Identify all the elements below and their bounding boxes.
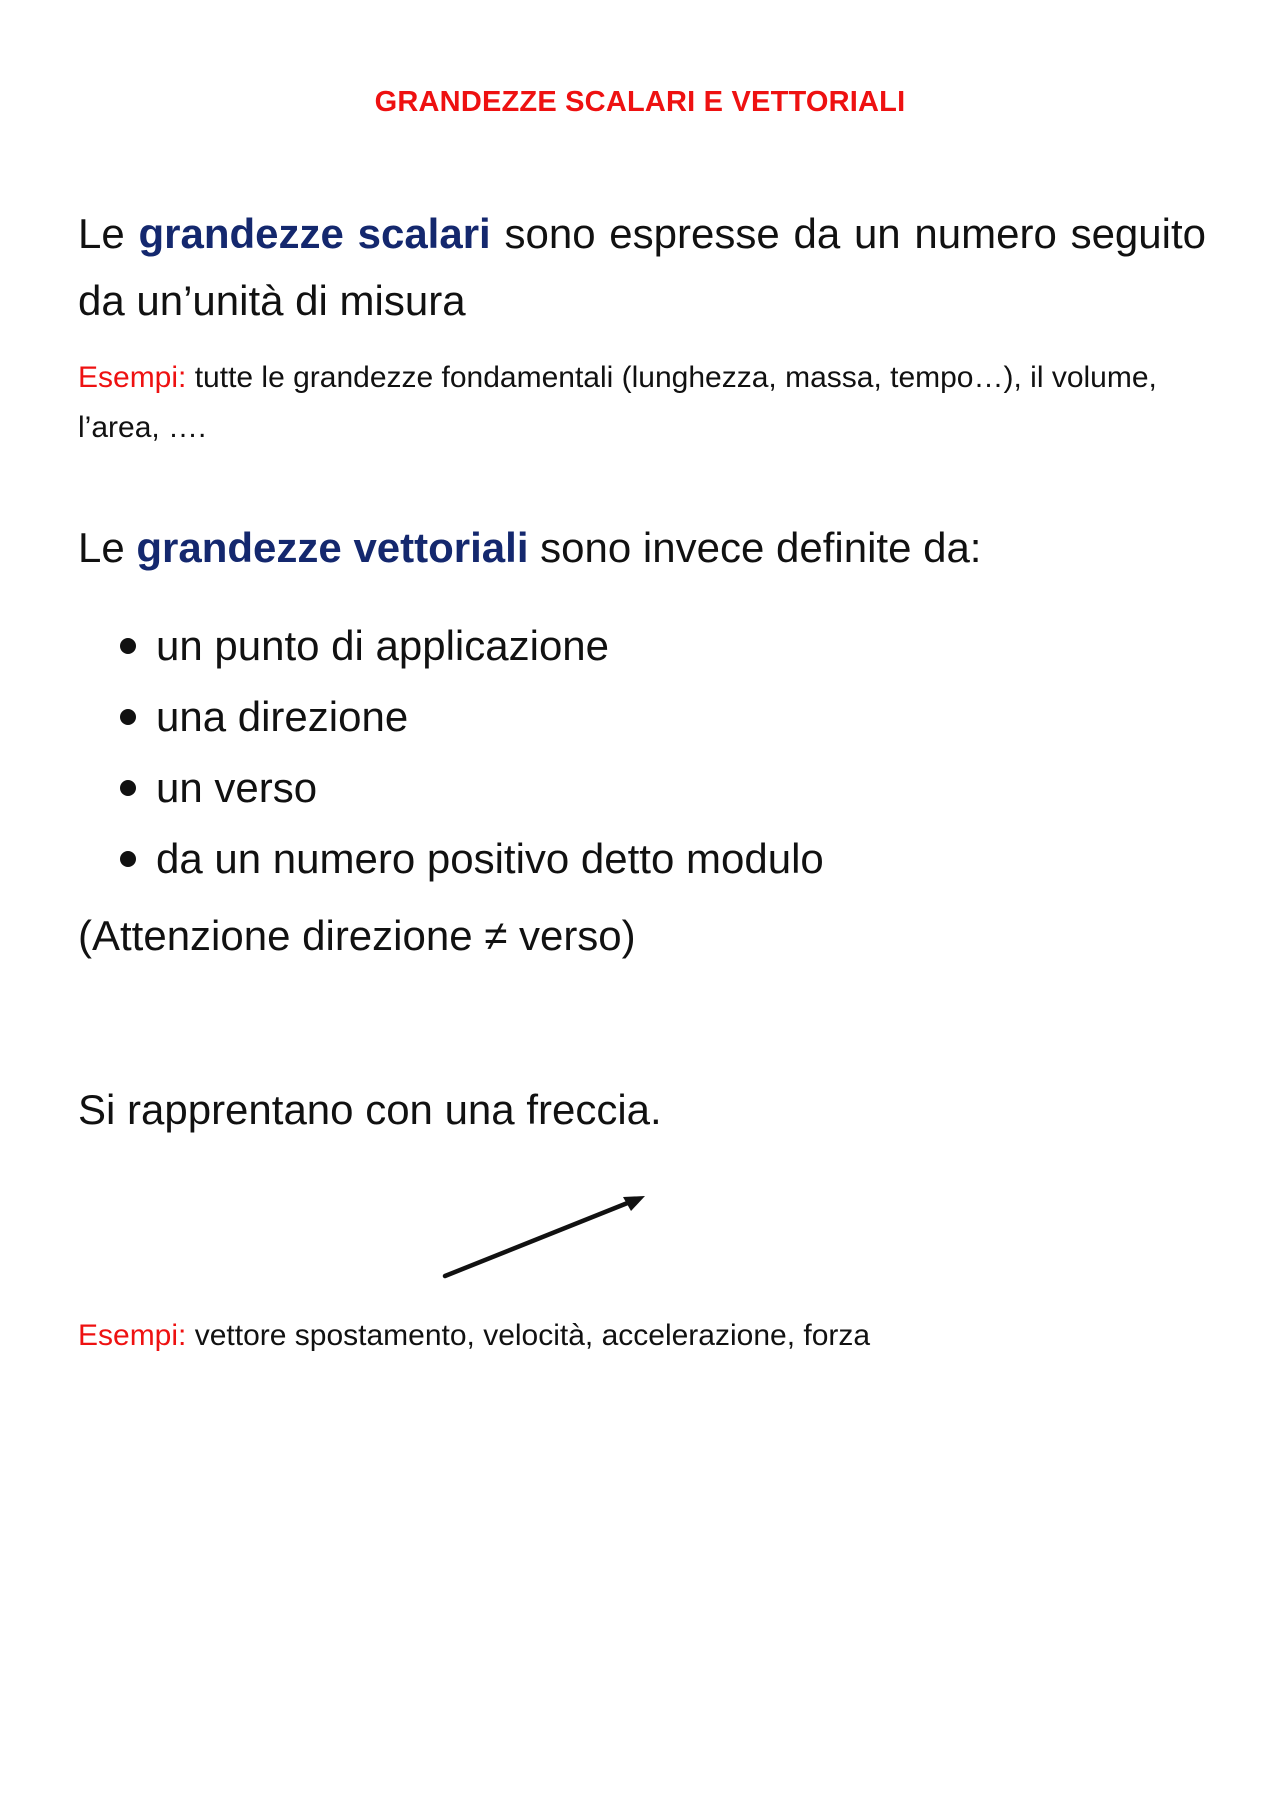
list-item xyxy=(110,823,824,894)
esempi-vettoriali xyxy=(78,1311,1208,1361)
vettoriali-properties-list xyxy=(110,610,824,894)
scalari-definition xyxy=(78,200,1206,334)
esempi-scalari-text: tutte le grandezze fondamentali (lunghezza, massa, tempo…), il volume, l’area, …. xyxy=(78,361,1157,444)
bullet-icon xyxy=(120,638,136,654)
scalari-suffix: sono espresse da un numero seguito da un’unità di misura xyxy=(78,210,1206,324)
rappresentazione-text: Si rapprentano con una freccia. xyxy=(78,1086,662,1133)
bullet-icon xyxy=(120,851,136,867)
list-item-text: da un numero positivo detto modulo xyxy=(156,835,824,882)
list-item xyxy=(110,610,824,681)
bullet-icon xyxy=(120,709,136,725)
list-item xyxy=(110,681,824,752)
vector-arrow-icon xyxy=(430,1180,660,1290)
bullet-icon xyxy=(120,780,136,796)
list-item-text: un verso xyxy=(156,764,318,811)
vettoriali-definition xyxy=(78,518,981,578)
scalari-prefix: Le xyxy=(78,210,139,257)
list-item xyxy=(110,752,824,823)
attenzione-note: (Attenzione direzione ≠ verso) xyxy=(78,912,636,959)
page-title: GRANDEZZE SCALARI E VETTORIALI xyxy=(374,86,906,118)
vettoriali-term: grandezze vettoriali xyxy=(136,524,529,571)
esempi-vettoriali-label: Esempi: xyxy=(78,1319,187,1352)
esempi-vettoriali-text: vettore spostamento, velocità, accelerazione, forza xyxy=(186,1319,871,1352)
vettoriali-suffix: sono invece definite da: xyxy=(528,524,982,571)
scalari-term: grandezze scalari xyxy=(138,210,491,257)
list-item-text: una direzione xyxy=(156,693,409,740)
esempi-scalari xyxy=(78,353,1208,453)
vettoriali-prefix: Le xyxy=(78,524,137,571)
esempi-scalari-label: Esempi: xyxy=(78,361,187,394)
list-item-text: un punto di applicazione xyxy=(156,622,610,669)
